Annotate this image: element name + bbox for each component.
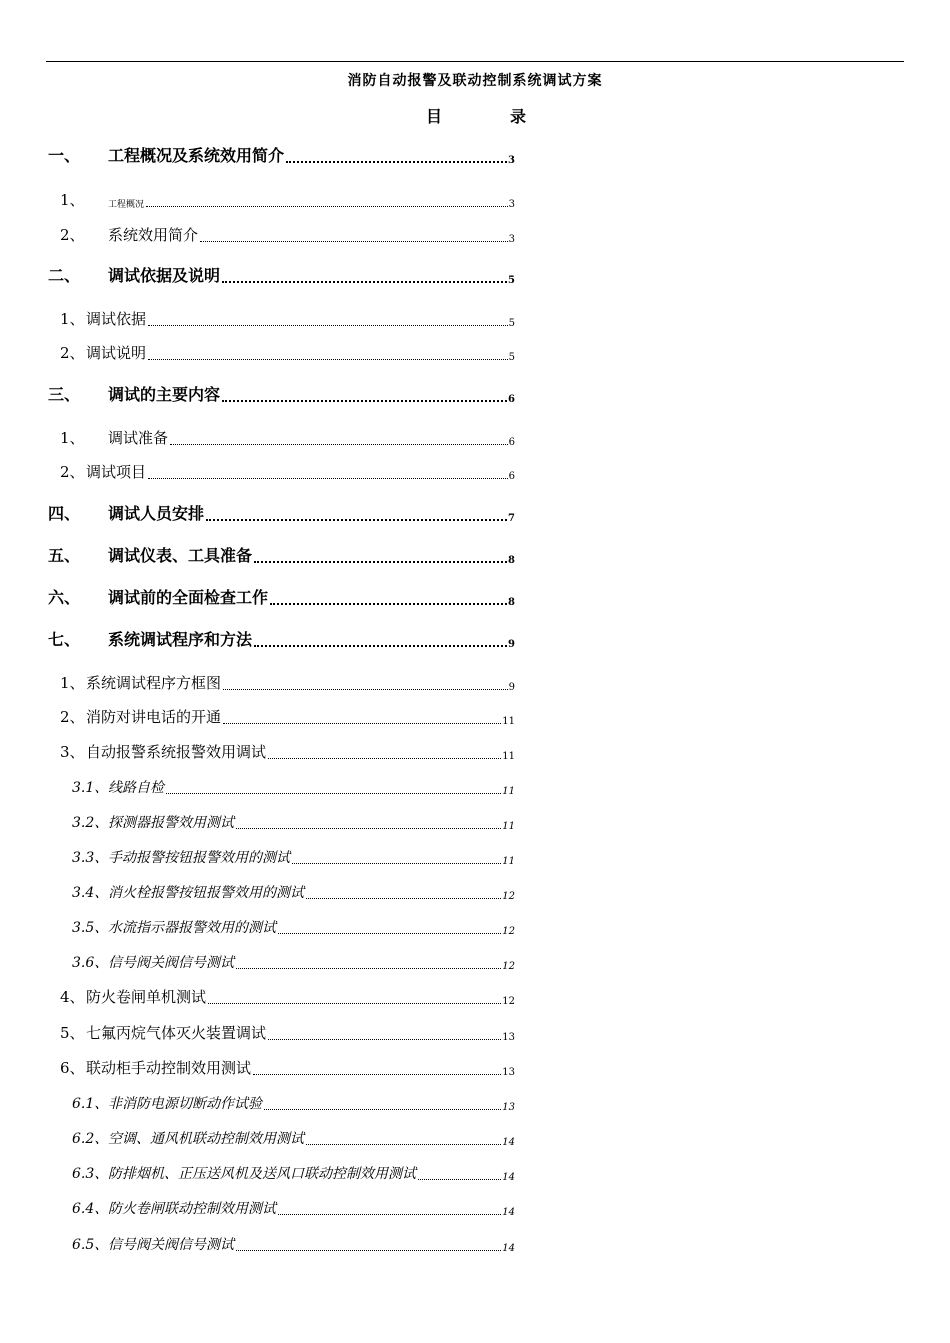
- toc-entry-page: 8: [508, 597, 515, 608]
- toc-entry-number: 1、: [60, 310, 85, 328]
- toc-entry[interactable]: [0, 190, 520, 212]
- toc-leader: [286, 161, 507, 163]
- toc-entry-title: 线路自检: [108, 780, 164, 796]
- toc-entry-page: 11: [502, 856, 515, 867]
- toc-leader: [264, 1109, 501, 1110]
- toc-leader: [253, 1074, 501, 1075]
- toc-entry[interactable]: [0, 987, 520, 1009]
- toc-entry-page: 5: [508, 352, 515, 363]
- toc-entry-number: 3、: [60, 743, 85, 761]
- toc-entry-number: 1、: [60, 429, 85, 447]
- toc-entry-number: 五、: [48, 546, 81, 565]
- toc-entry-title: 调试前的全面检查工作: [108, 588, 269, 607]
- toc-leader: [166, 793, 501, 794]
- toc-leader: [268, 1039, 501, 1040]
- toc-leader: [208, 1003, 501, 1004]
- toc-entry[interactable]: [0, 1234, 520, 1256]
- toc-entry-page: 13: [502, 1067, 515, 1078]
- toc-heading-right: 录: [510, 107, 527, 126]
- toc-entry-number: 3.1、: [72, 780, 109, 796]
- toc-entry-number: 6.4、: [72, 1201, 109, 1217]
- toc-entry[interactable]: [0, 847, 520, 869]
- toc-entry-page: 14: [502, 1137, 515, 1148]
- toc-entry-title: 调试依据及说明: [108, 266, 221, 285]
- toc-leader: [206, 519, 507, 521]
- toc-leader: [222, 400, 507, 402]
- toc-entry-page: 5: [508, 275, 515, 286]
- toc-entry-number: 5、: [60, 1024, 85, 1042]
- toc-entry-number: 2、: [60, 708, 85, 726]
- toc-leader: [148, 478, 508, 479]
- toc-entry[interactable]: [0, 428, 520, 450]
- toc-entry-page: 6: [508, 437, 515, 448]
- toc-entry-title: 调试仪表、工具准备: [108, 546, 253, 565]
- toc-entry[interactable]: [0, 882, 520, 904]
- toc-entry-page: 3: [508, 234, 515, 245]
- toc-entry[interactable]: [0, 343, 520, 365]
- toc-entry[interactable]: [0, 225, 520, 247]
- toc-entry[interactable]: [0, 742, 520, 764]
- toc-leader: [223, 689, 508, 690]
- toc-entry[interactable]: [0, 1163, 520, 1185]
- toc-heading-left: 目: [426, 107, 443, 126]
- toc-entry-number: 二、: [48, 266, 81, 285]
- toc-leader: [418, 1179, 501, 1180]
- toc-entry-page: 6: [508, 394, 515, 405]
- toc-leader: [278, 1214, 501, 1215]
- toc-entry-number: 3.4、: [72, 885, 109, 901]
- toc-entry-page: 13: [502, 1032, 515, 1043]
- toc-entry[interactable]: [0, 630, 520, 652]
- toc-leader: [222, 281, 507, 283]
- toc-entry-title: 调试说明: [86, 344, 147, 362]
- toc-entry-page: 14: [502, 1207, 515, 1218]
- toc-entry-page: 13: [502, 1102, 515, 1113]
- toc-leader: [148, 359, 508, 360]
- toc-entry-page: 12: [502, 996, 515, 1007]
- toc-entry[interactable]: [0, 812, 520, 834]
- document-title: 消防自动报警及联动控制系统调试方案: [347, 73, 603, 89]
- toc-entry-title: 工程概况: [108, 200, 145, 210]
- toc-entry-page: 5: [508, 318, 515, 329]
- toc-entry-title: 消防对讲电话的开通: [86, 708, 222, 726]
- toc-leader: [236, 1250, 501, 1251]
- toc-leader: [170, 444, 508, 445]
- toc-leader: [146, 206, 508, 207]
- toc-entry-title: 工程概况及系统效用简介: [108, 146, 285, 165]
- toc-entry-number: 3.2、: [72, 815, 109, 831]
- toc-entry-title: 自动报警系统报警效用调试: [86, 743, 267, 761]
- toc-entry-number: 3.5、: [72, 920, 109, 936]
- toc-entry-title: 七氟丙烷气体灭火装置调试: [86, 1024, 267, 1042]
- toc-entry-page: 12: [502, 926, 515, 937]
- toc-entry-title: 联动柜手动控制效用测试: [86, 1059, 252, 1077]
- toc-leader: [223, 723, 501, 724]
- toc-entry-title: 调试的主要内容: [108, 385, 221, 404]
- toc-leader: [306, 898, 501, 899]
- toc-entry-title: 系统调试程序方框图: [86, 674, 222, 692]
- toc-entry-number: 一、: [48, 146, 81, 165]
- toc-entry-title: 调试人员安排: [108, 504, 205, 523]
- toc-entry[interactable]: [0, 146, 520, 168]
- toc-entry[interactable]: [0, 1023, 520, 1045]
- toc-leader: [278, 933, 501, 934]
- toc-entry-page: 9: [508, 682, 515, 693]
- toc-entry-title: 系统调试程序和方法: [108, 630, 253, 649]
- toc-entry-page: 11: [502, 786, 515, 797]
- toc-entry-title: 空调、通风机联动控制效用测试: [108, 1131, 304, 1147]
- toc-entry[interactable]: [0, 1093, 520, 1115]
- toc-entry-number: 6.2、: [72, 1131, 109, 1147]
- toc-entry-number: 2、: [60, 344, 85, 362]
- toc-entry[interactable]: [0, 266, 520, 288]
- toc-entry-title: 调试项目: [86, 463, 147, 481]
- toc-leader: [200, 241, 508, 242]
- toc-entry[interactable]: [0, 952, 520, 974]
- toc-leader: [236, 968, 501, 969]
- toc-entry-number: 6、: [60, 1059, 85, 1077]
- toc-entry[interactable]: [0, 588, 520, 610]
- toc-entry-title: 消火栓报警按钮报警效用的测试: [108, 885, 304, 901]
- toc-entry-number: 6.1、: [72, 1096, 109, 1112]
- toc-entry-title: 信号阀关阀信号测试: [108, 955, 234, 971]
- toc-leader: [148, 325, 508, 326]
- toc-entry[interactable]: [0, 707, 520, 729]
- toc-entry-number: 七、: [48, 630, 81, 649]
- toc-entry[interactable]: [0, 546, 520, 568]
- toc-entry-page: 12: [502, 961, 515, 972]
- toc-entry[interactable]: [0, 917, 520, 939]
- toc-entry-number: 3.6、: [72, 955, 109, 971]
- toc-entry-page: 7: [508, 513, 515, 524]
- toc-entry-number: 4、: [60, 988, 85, 1006]
- toc-entry-title: 手动报警按钮报警效用的测试: [108, 850, 290, 866]
- toc-entry-number: 1、: [60, 191, 85, 209]
- toc-leader: [270, 603, 507, 605]
- toc-entry-page: 6: [508, 471, 515, 482]
- toc-entry[interactable]: [0, 504, 520, 526]
- toc-entry[interactable]: [0, 673, 520, 695]
- toc-entry-number: 6.5、: [72, 1237, 109, 1253]
- toc-leader: [306, 1144, 501, 1145]
- toc-entry-title: 非消防电源切断动作试验: [108, 1096, 262, 1112]
- toc-entry[interactable]: [0, 385, 520, 407]
- toc-entry-title: 调试依据: [86, 310, 147, 328]
- toc-entry-title: 水流指示器报警效用的测试: [108, 920, 276, 936]
- toc-entry-page: 11: [502, 821, 515, 832]
- toc-entry[interactable]: [0, 1128, 520, 1150]
- toc-entry-number: 6.3、: [72, 1166, 109, 1182]
- toc-entry-title: 防火卷闸单机测试: [86, 988, 207, 1006]
- toc-entry-page: 8: [508, 555, 515, 566]
- toc-entry-title: 信号阀关阀信号测试: [108, 1237, 234, 1253]
- toc-entry-number: 1、: [60, 674, 85, 692]
- toc-entry-title: 防火卷闸联动控制效用测试: [108, 1201, 276, 1217]
- toc-entry-page: 14: [502, 1172, 515, 1183]
- toc-entry[interactable]: [0, 309, 520, 331]
- toc-entry-number: 2、: [60, 226, 85, 244]
- toc-leader: [236, 828, 501, 829]
- toc-leader: [254, 561, 507, 563]
- toc-entry-page: 12: [502, 891, 515, 902]
- toc-entry-number: 三、: [48, 385, 81, 404]
- toc-entry[interactable]: [0, 777, 520, 799]
- toc-entry-number: 四、: [48, 504, 81, 523]
- toc-entry-number: 2、: [60, 463, 85, 481]
- toc-entry-page: 11: [502, 751, 515, 762]
- toc-entry-page: 3: [508, 199, 515, 210]
- toc-leader: [292, 863, 501, 864]
- toc-entry-title: 调试准备: [108, 429, 169, 447]
- toc-leader: [268, 758, 501, 759]
- toc-entry-title: 防排烟机、正压送风机及送风口联动控制效用测试: [108, 1166, 416, 1182]
- toc-entry-number: 3.3、: [72, 850, 109, 866]
- toc-entry[interactable]: [0, 1198, 520, 1220]
- toc-entry-page: 11: [502, 716, 515, 727]
- toc-entry-page: 14: [502, 1243, 515, 1254]
- toc-entry-title: 探测器报警效用测试: [108, 815, 234, 831]
- toc-entry[interactable]: [0, 1058, 520, 1080]
- toc-entry-number: 六、: [48, 588, 81, 607]
- toc-entry-page: 3: [508, 155, 515, 166]
- toc-leader: [254, 645, 507, 647]
- toc-entry[interactable]: [0, 462, 520, 484]
- toc-entry-title: 系统效用简介: [108, 226, 199, 244]
- toc-entry-page: 9: [508, 639, 515, 650]
